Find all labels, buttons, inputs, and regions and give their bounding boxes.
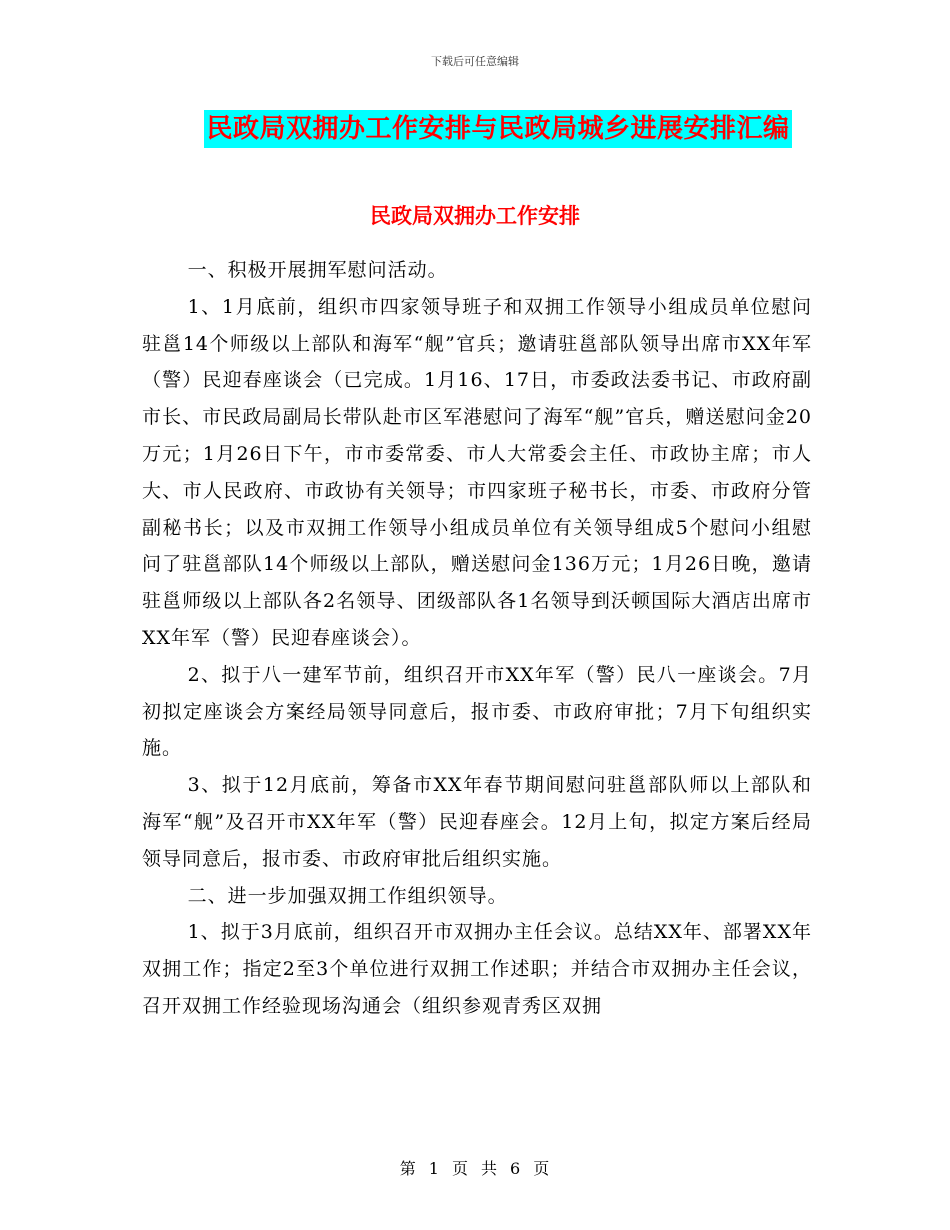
main-title xyxy=(0,110,950,148)
document-body xyxy=(142,252,812,1025)
section-title: 民政局双拥办工作安排 xyxy=(370,204,580,228)
header-note: 下载后可任意编辑 xyxy=(431,55,519,68)
paragraph-heading-2: 二、进一步加强双拥工作组织领导。 xyxy=(187,884,508,907)
footer-suffix: 页 xyxy=(533,1159,551,1178)
paragraph-heading-1: 一、积极开展拥军慰问活动。 xyxy=(187,259,448,281)
main-title-text: 民政局双拥办工作安排与民政局城乡进展安排汇编 xyxy=(204,110,791,148)
footer-total-word: 共 xyxy=(481,1159,499,1178)
page-footer xyxy=(0,1156,950,1179)
footer-current-page: 1 xyxy=(428,1159,440,1178)
footer-total-pages: 6 xyxy=(510,1159,522,1178)
paragraph-item-1-3: 3、拟于12月底前，筹备市XX年春节期间慰问驻邕部队师以上部队和海军“舰”及召开市XX年军（警）民迎春座会。12月上旬，拟定方案后经局领导同意后，报市委、市政府审批后组织实施。 xyxy=(142,774,812,870)
paragraph-item-2-1: 1、拟于3月底前，组织召开市双拥办主任会议。总结XX年、部署XX年双拥工作；指定2至3个单位进行双拥工作述职；并结合市双拥办主任会议，召开双拥工作经验现场沟通会（组织参观青秀区双拥 xyxy=(142,921,812,1017)
paragraph-item-1-2: 2、拟于八一建军节前，组织召开市XX年军（警）民八一座谈会。7月初拟定座谈会方案经局领导同意后，报市委、市政府审批；7月下旬组织实施。 xyxy=(142,663,812,760)
paragraph-item-1-1: 1、1月底前，组织市四家领导班子和双拥工作领导小组成员单位慰问驻邕14个师级以上部队和海军“舰”官兵；邀请驻邕部队领导出席市XX年军（警）民迎春座谈会（已完成。1月16、17日，市委政法委书记、市政府副市长、市民政局副局长带队赴市区军港慰问了海军“舰”官兵，赠送慰问金20万元；1月26日下午，市市委常委、市人大常委会主任、市政协主席；市人大、市人民政府、市政协有关领导；市四家班子秘书长，市委、市政府分管副秘书长；以及市双拥工作领导小组成员单位有关领导组成5个慰问小组慰问了驻邕部队14个师级以上部队，赠送慰问金136万元；1月26日晚，邀请驻邕师级以上部队各2名领导、团级部队各1名领导到沃顿国际大酒店出席市XX年军（警）民迎春座谈会）。 xyxy=(142,295,812,649)
footer-page-word: 页 xyxy=(451,1159,469,1178)
footer-prefix: 第 xyxy=(399,1159,417,1178)
